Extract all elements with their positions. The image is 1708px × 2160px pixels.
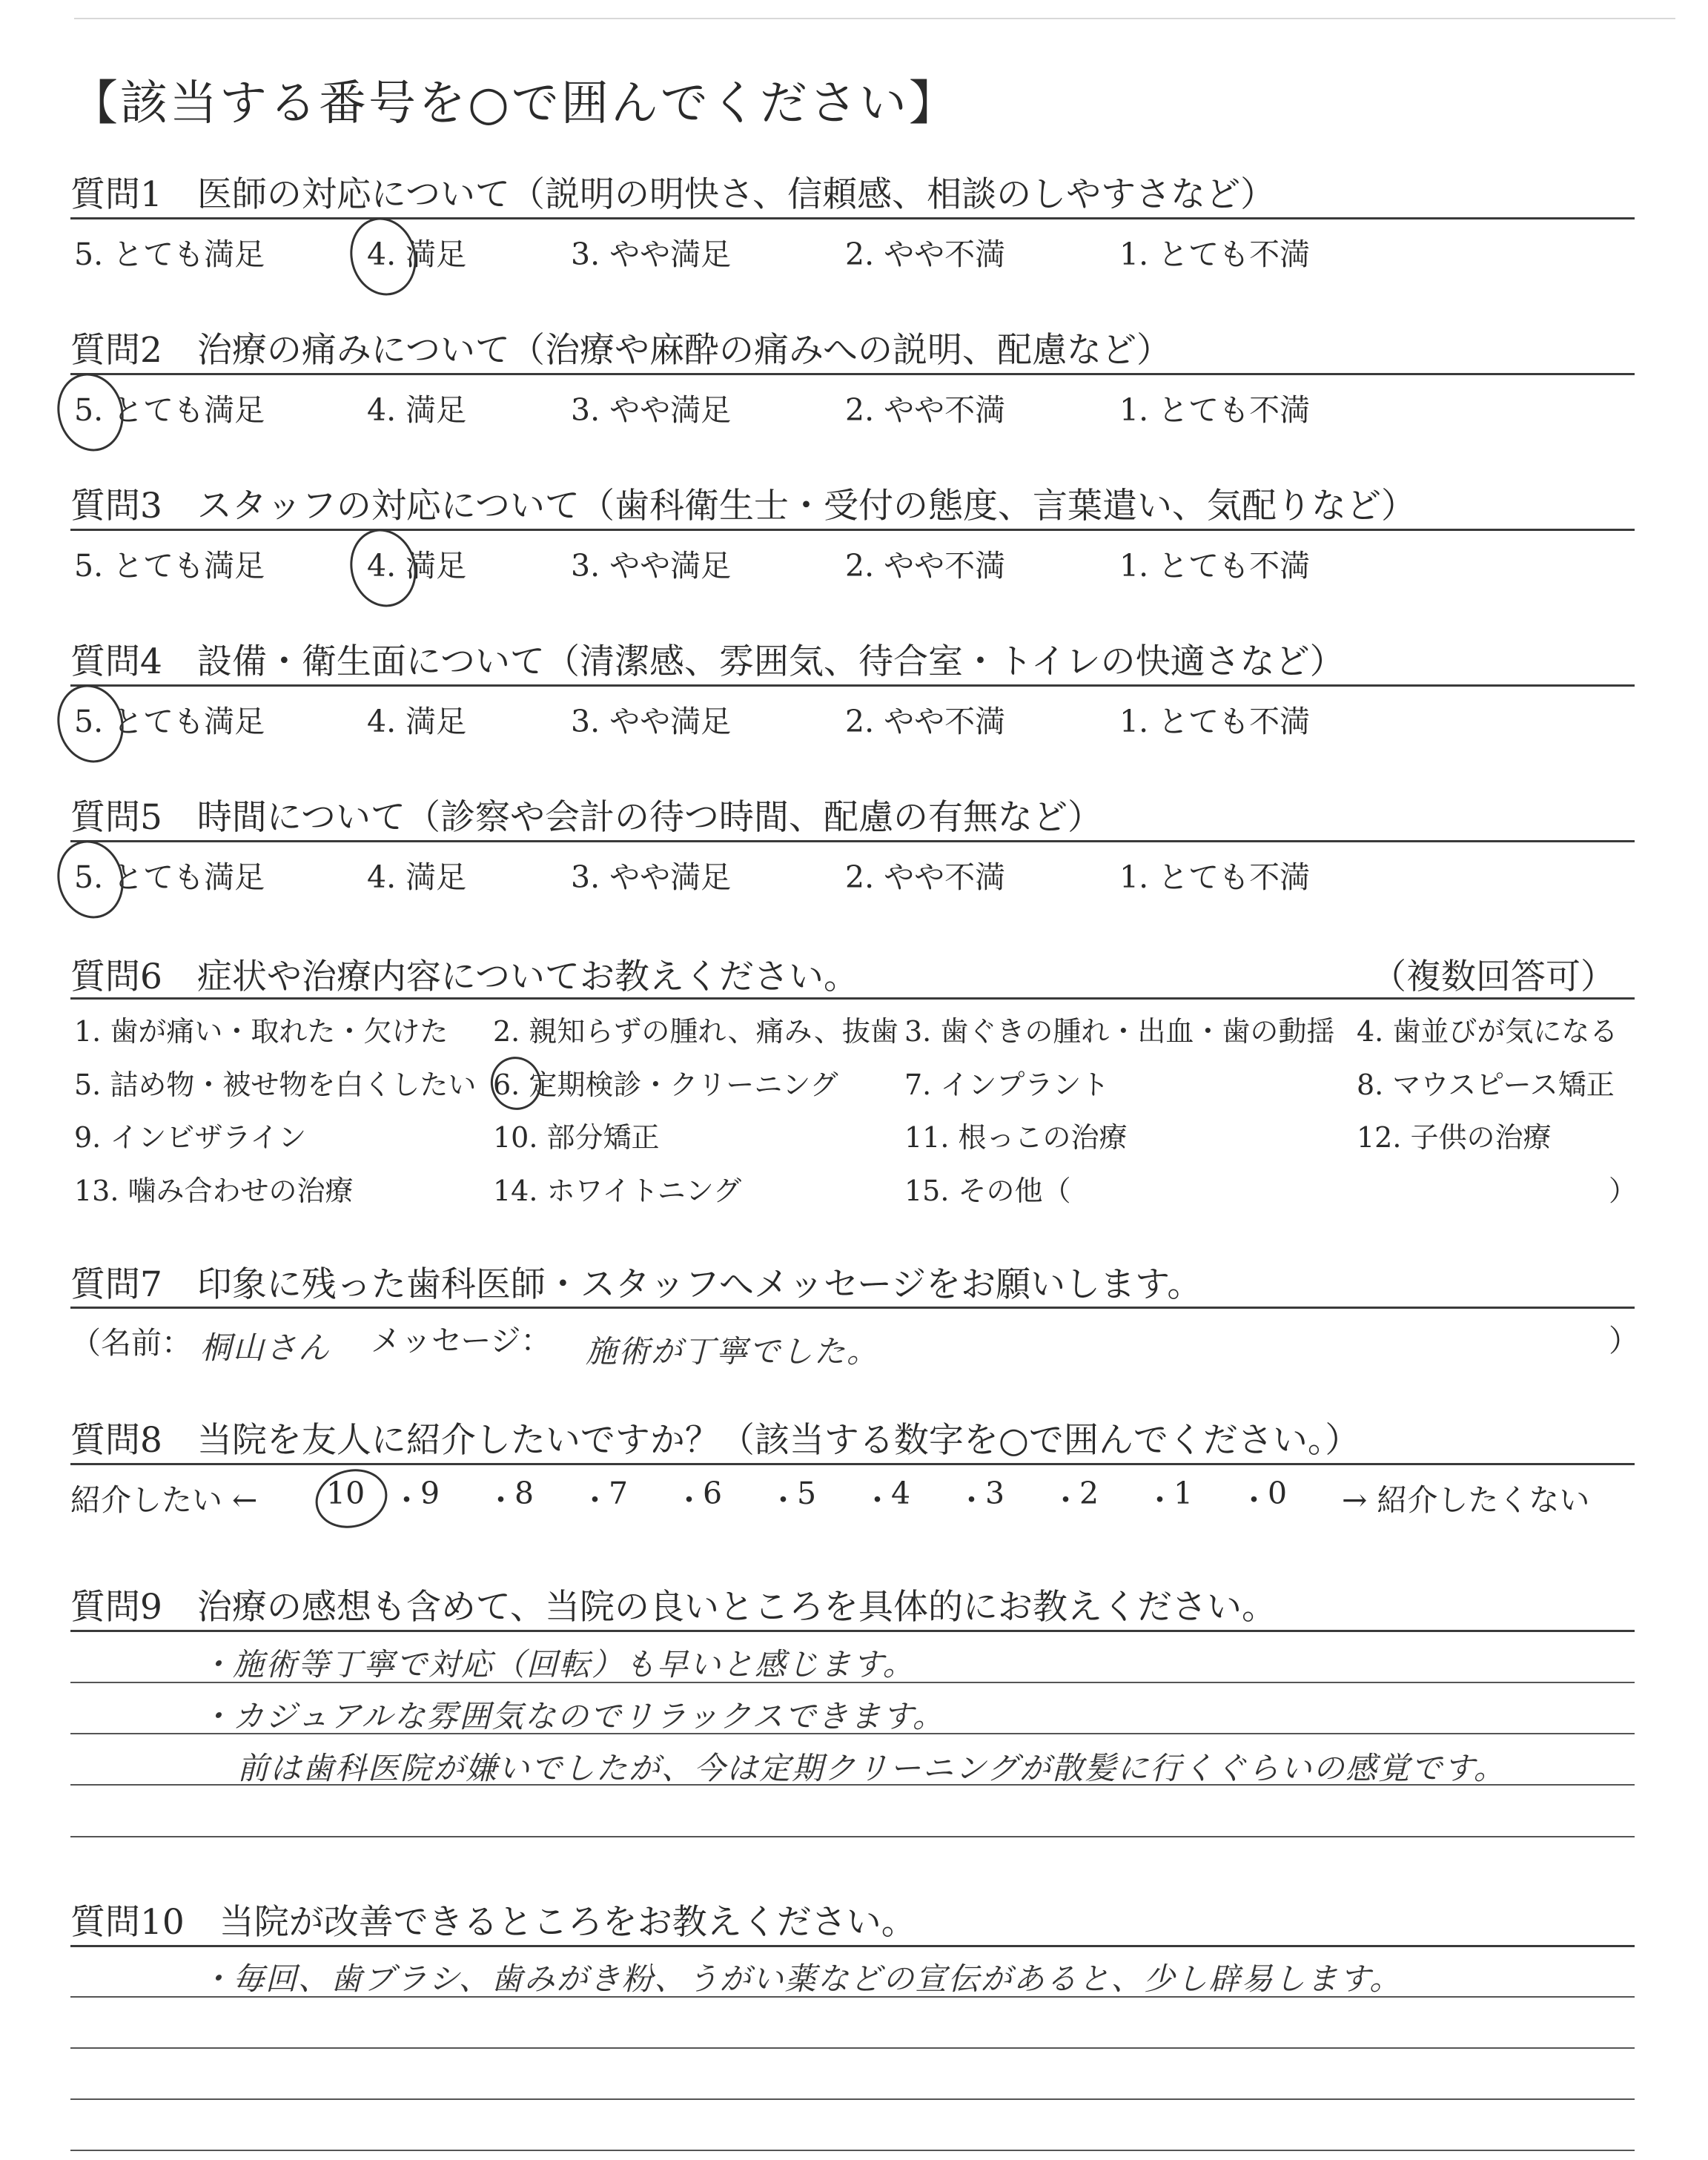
question-2-option: 3. やや満足 bbox=[571, 392, 732, 428]
q6-other-close: ） bbox=[1609, 1175, 1638, 1207]
question-3-option: 5. とても満足 bbox=[74, 548, 265, 584]
question-1-option: 5. とても満足 bbox=[74, 237, 265, 272]
q6-item: 13. 噛み合わせの治療 bbox=[74, 1175, 354, 1207]
q10-answer-line bbox=[70, 2150, 1635, 2151]
question-1-option: 4. 満足 bbox=[367, 237, 467, 272]
question-5-title: 質問5 時間について（診察や会計の待つ時間、配慮の有無など） bbox=[70, 797, 1102, 838]
question-3-selection-circle bbox=[342, 521, 425, 614]
question-7-title: 質問7 印象に残った歯科医師・スタッフへメッセージをお願いします。 bbox=[70, 1264, 1202, 1305]
q8-scale-value: 6 bbox=[703, 1476, 723, 1511]
q8-scale-value: 2 bbox=[1079, 1476, 1099, 1511]
q6-item: 2. 親知らずの腫れ、痛み、抜歯 bbox=[493, 1015, 898, 1048]
q8-scale-value: 9 bbox=[420, 1476, 440, 1511]
q8-scale-value: 4 bbox=[891, 1476, 911, 1511]
question-1-title: 質問1 医師の対応について（説明の明快さ、信頼感、相談のしやすさなど） bbox=[70, 174, 1276, 215]
question-5-option: 3. やや満足 bbox=[571, 859, 732, 895]
q6-item: 4. 歯並びが気になる bbox=[1357, 1015, 1618, 1048]
q6-item: 14. ホワイトニング bbox=[493, 1175, 742, 1207]
q8-scale-value: 10 bbox=[326, 1476, 365, 1511]
question-2-rule bbox=[70, 373, 1635, 375]
question-2-option: 4. 満足 bbox=[367, 392, 467, 428]
question-5-rule bbox=[70, 840, 1635, 842]
q6-item: 11. 根っこの治療 bbox=[904, 1121, 1128, 1154]
q6-item: 15. その他（ bbox=[904, 1175, 1071, 1207]
question-4-option: 1. とても不満 bbox=[1119, 704, 1311, 739]
q8-left-label: 紹介したい ← bbox=[70, 1482, 258, 1518]
q6-item: 5. 詰め物・被せ物を白くしたい bbox=[74, 1069, 477, 1101]
question-8-rule bbox=[70, 1463, 1635, 1465]
question-4-title: 質問4 設備・衛生面について（清潔感、雰囲気、待合室・トイレの快適さなど） bbox=[70, 641, 1345, 682]
question-1-option: 1. とても不満 bbox=[1119, 237, 1311, 272]
q6-item: 9. インビザライン bbox=[74, 1121, 307, 1154]
q6-selection-circle bbox=[485, 1051, 547, 1115]
q7-name-label: （名前： bbox=[70, 1325, 192, 1361]
question-3-option: 4. 満足 bbox=[367, 548, 467, 584]
question-2-selection-circle bbox=[49, 366, 132, 458]
q8-scale-separator: ・ bbox=[1050, 1482, 1081, 1518]
q8-scale-value: 7 bbox=[609, 1476, 629, 1511]
question-3-rule bbox=[70, 529, 1635, 531]
q10-answer-line bbox=[70, 2098, 1635, 2100]
q8-scale-separator: ・ bbox=[956, 1482, 987, 1518]
q8-scale-separator: ・ bbox=[486, 1482, 516, 1518]
question-1-rule bbox=[70, 217, 1635, 219]
question-5-option: 5. とても満足 bbox=[74, 859, 265, 895]
q8-scale-value: 0 bbox=[1268, 1476, 1288, 1511]
question-1-selection-circle bbox=[342, 210, 425, 303]
q6-item: 8. マウスピース矯正 bbox=[1357, 1069, 1615, 1101]
question-8-title: 質問8 当院を友人に紹介したいですか？（該当する数字を○で囲んでください。） bbox=[70, 1420, 1360, 1461]
question-5-selection-circle bbox=[49, 833, 132, 925]
question-3-title: 質問3 スタッフの対応について（歯科衛生士・受付の態度、言葉遣い、気配りなど） bbox=[70, 486, 1416, 526]
question-6-note: （複数回答可） bbox=[1371, 957, 1615, 997]
q10-answer-line bbox=[70, 2047, 1635, 2049]
q6-item: 3. 歯ぐきの腫れ・出血・歯の動揺 bbox=[904, 1015, 1335, 1048]
question-5-option: 2. やや不満 bbox=[845, 859, 1006, 895]
question-2-option: 2. やや不満 bbox=[845, 392, 1006, 428]
q8-scale-value: 3 bbox=[985, 1476, 1005, 1511]
question-7-rule bbox=[70, 1307, 1635, 1309]
q8-scale-separator: ・ bbox=[674, 1482, 704, 1518]
q8-scale-value: 1 bbox=[1174, 1476, 1194, 1511]
question-1-option: 2. やや不満 bbox=[845, 237, 1006, 272]
question-4-option: 5. とても満足 bbox=[74, 704, 265, 739]
question-4-option: 3. やや満足 bbox=[571, 704, 732, 739]
q8-scale-separator: ・ bbox=[768, 1482, 798, 1518]
q8-scale-separator: ・ bbox=[862, 1482, 893, 1518]
q9-answer-line bbox=[70, 1836, 1635, 1837]
q9-answer-1: ・施術等丁寧で対応（回転）も早いと感じます。 bbox=[200, 1646, 916, 1682]
q10-answer-1: ・毎回、歯ブラシ、歯みがき粉、うがい薬などの宣伝があると、少し辟易します。 bbox=[200, 1961, 1403, 1997]
question-6-rule bbox=[70, 997, 1635, 1000]
question-4-rule bbox=[70, 684, 1635, 687]
question-4-option: 4. 満足 bbox=[367, 704, 467, 739]
question-9-rule bbox=[70, 1630, 1635, 1632]
q7-name-value: 桐山さん bbox=[200, 1330, 331, 1366]
q8-scale-value: 5 bbox=[797, 1476, 817, 1511]
question-4-selection-circle bbox=[49, 677, 132, 770]
q8-scale-separator: ・ bbox=[1239, 1482, 1269, 1518]
q6-item: 6. 定期検診・クリーニング bbox=[493, 1069, 838, 1101]
question-10-rule bbox=[70, 1945, 1635, 1947]
top-divider bbox=[74, 18, 1675, 19]
q8-scale-value: 8 bbox=[514, 1476, 534, 1511]
question-9-title: 質問9 治療の感想も含めて、当院の良いところを具体的にお教えください。 bbox=[70, 1587, 1277, 1628]
question-2-title: 質問2 治療の痛みについて（治療や麻酔の痛みへの説明、配慮など） bbox=[70, 330, 1172, 371]
question-4-option: 2. やや不満 bbox=[845, 704, 1006, 739]
q8-scale-separator: ・ bbox=[580, 1482, 610, 1518]
question-5-option: 1. とても不満 bbox=[1119, 859, 1311, 895]
q7-close: ） bbox=[1609, 1323, 1639, 1358]
question-3-option: 3. やや満足 bbox=[571, 548, 732, 584]
q7-message-value: 施術が丁寧でした。 bbox=[586, 1333, 880, 1370]
question-1-option: 3. やや満足 bbox=[571, 237, 732, 272]
q8-selection-circle bbox=[309, 1462, 394, 1536]
q7-message-label: メッセージ： bbox=[371, 1323, 552, 1358]
q9-answer-3: 前は歯科医院が嫌いでしたが、今は定期クリーニングが散髪に行くぐらいの感覚です。 bbox=[237, 1750, 1506, 1786]
q8-scale-separator: ・ bbox=[391, 1482, 422, 1518]
q8-right-label: → 紹介したくない bbox=[1342, 1482, 1590, 1518]
q6-item: 1. 歯が痛い・取れた・欠けた bbox=[74, 1015, 448, 1048]
question-6-title: 質問6 症状や治療内容についてお教えください。 bbox=[70, 957, 858, 997]
q9-answer-2: ・カジュアルな雰囲気なのでリラックスできます。 bbox=[200, 1698, 945, 1734]
question-2-option: 5. とても満足 bbox=[74, 392, 265, 428]
question-5-option: 4. 満足 bbox=[367, 859, 467, 895]
question-10-title: 質問10 当院が改善できるところをお教えください。 bbox=[70, 1902, 916, 1943]
q6-item: 7. インプラント bbox=[904, 1069, 1110, 1101]
q8-scale-separator: ・ bbox=[1145, 1482, 1175, 1518]
question-3-option: 2. やや不満 bbox=[845, 548, 1006, 584]
q6-item: 12. 子供の治療 bbox=[1357, 1121, 1552, 1154]
q6-item: 10. 部分矯正 bbox=[493, 1121, 660, 1154]
question-3-option: 1. とても不満 bbox=[1119, 548, 1311, 584]
page-heading: 【該当する番号を○で囲んでください】 bbox=[70, 76, 959, 131]
question-2-option: 1. とても不満 bbox=[1119, 392, 1311, 428]
